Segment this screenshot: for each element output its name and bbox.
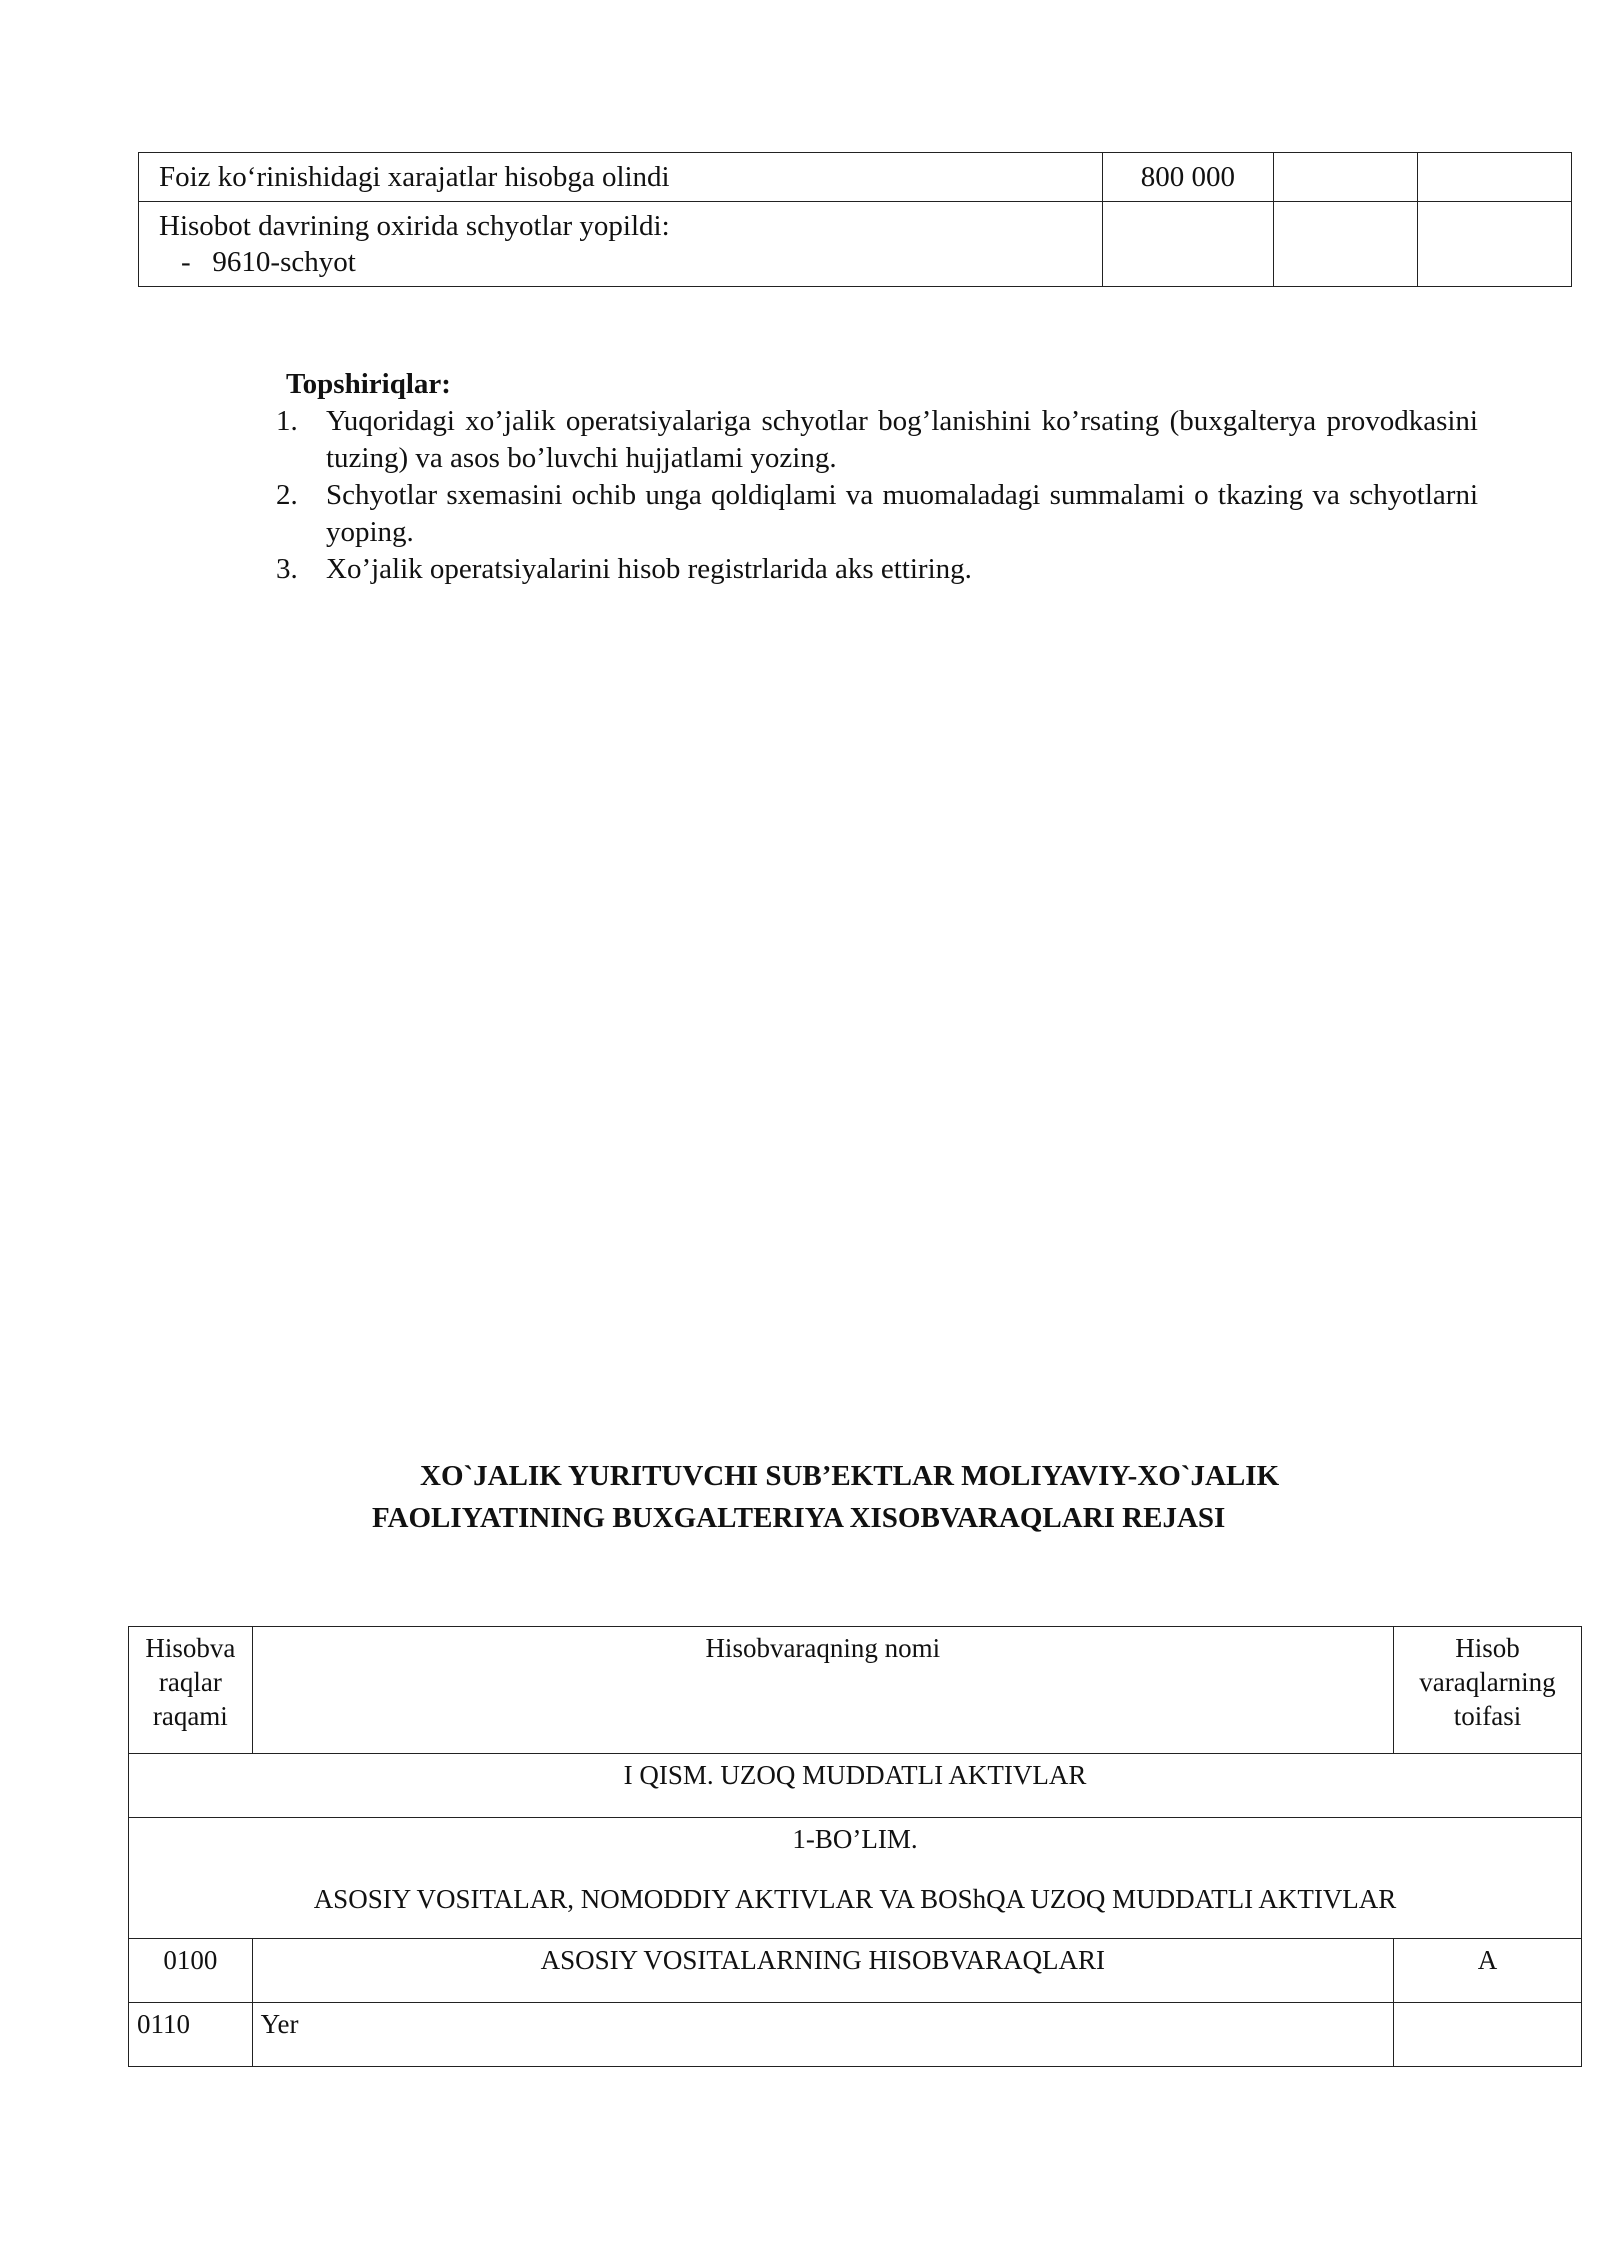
table-header-row (129, 1627, 1582, 1754)
heading-line-2: FAOLIYATINING BUXGALTERIYA XISOBVARAQLARI REJASI (372, 1502, 1226, 1534)
section-subtitle: ASOSIY VOSITALAR, NOMODDIY AKTIVLAR VA BOShQA UZOQ MUDDATLI AKTIVLAR (313, 1884, 1397, 1914)
list-item (276, 477, 1478, 551)
tasks-section (276, 366, 1478, 588)
task-text: Schyotlar sxemasini ochib unga qoldiqlami va muomaladagi summalami o tkazing va schyotlarni yoping. (326, 479, 1478, 548)
section-title-cell (129, 1818, 1582, 1939)
operation-amount (1103, 202, 1274, 287)
tasks-title: Topshiriqlar: (286, 368, 451, 400)
operation-description-cell (139, 202, 1103, 287)
document-heading (300, 1455, 1400, 1539)
account-number: 0110 (129, 2003, 253, 2067)
operation-sub-item: - 9610-schyot (181, 246, 356, 278)
task-number: 1. (276, 405, 298, 437)
operation-description: Foiz ko‘rinishidagi xarajatlar hisobga olindi (139, 153, 1103, 202)
table-row (129, 1939, 1582, 2003)
table-row (129, 2003, 1582, 2067)
account-category (1393, 2003, 1581, 2067)
part-title-row (129, 1754, 1582, 1818)
operation-debit (1273, 202, 1418, 287)
task-text: Xo’jalik operatsiyalarini hisob registrlarida aks ettiring. (326, 553, 972, 585)
header-account-category: Hisob varaqlarning toifasi (1393, 1627, 1581, 1754)
operation-description: Hisobot davrining oxirida schyotlar yopildi: (159, 210, 670, 242)
header-account-name: Hisobvaraqning nomi (252, 1627, 1393, 1754)
account-number: 0100 (129, 1939, 253, 2003)
part-title: I QISM. UZOQ MUDDATLI AKTIVLAR (129, 1754, 1582, 1818)
heading-line-1: XO`JALIK YURITUVCHI SUB’EKTLAR MOLIYAVIY-XO`JALIK (420, 1460, 1280, 1492)
operation-credit (1418, 202, 1572, 287)
accounts-table (128, 1626, 1582, 2067)
section-title-row (129, 1818, 1582, 1939)
account-name: Yer (252, 2003, 1393, 2067)
tasks-list (276, 403, 1478, 588)
operation-credit (1418, 153, 1572, 202)
table-row (139, 153, 1572, 202)
operation-debit (1273, 153, 1418, 202)
account-name: ASOSIY VOSITALARNING HISOBVARAQLARI (252, 1939, 1393, 2003)
table-row (139, 202, 1572, 287)
task-text: Yuqoridagi xo’jalik operatsiyalariga schyotlar bog’lanishini ko’rsating (buxgalterya provodkasini tuzing) va asos bo’luvchi hujjatlami yozing. (326, 405, 1478, 474)
operations-table (138, 152, 1572, 287)
task-number: 3. (276, 553, 298, 585)
account-category: A (1393, 1939, 1581, 2003)
task-number: 2. (276, 479, 298, 511)
operation-amount: 800 000 (1103, 153, 1274, 202)
list-item (276, 403, 1478, 477)
header-account-number: Hisobva raqlar raqami (129, 1627, 253, 1754)
list-item (276, 551, 1478, 588)
section-title: 1-BO’LIM. (792, 1824, 918, 1854)
